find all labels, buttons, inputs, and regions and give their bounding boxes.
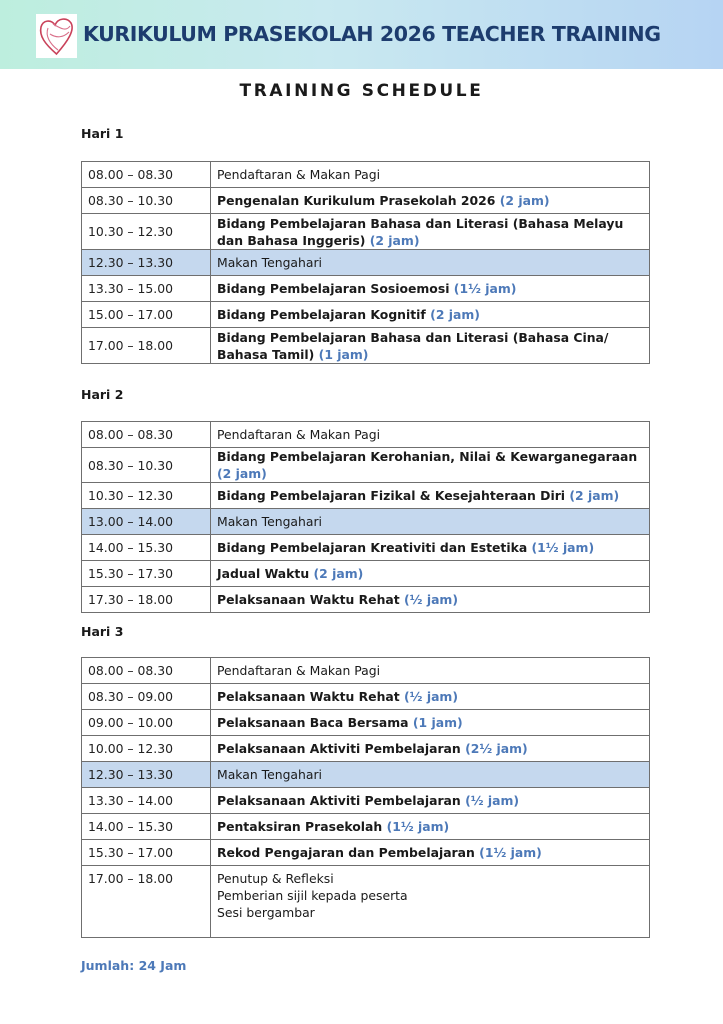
time-cell: 12.30 – 13.30	[82, 250, 211, 276]
schedule-row	[82, 328, 650, 364]
activity-cell	[211, 866, 650, 938]
duration-text: (1½ jam)	[453, 281, 517, 296]
activity-cell	[211, 328, 650, 364]
schedule-row	[82, 561, 650, 587]
schedule-row	[82, 483, 650, 509]
time-cell: 08.30 – 10.30	[82, 448, 211, 483]
duration-text: (1½ jam)	[386, 819, 450, 834]
schedule-row	[82, 840, 650, 866]
time-cell: 10.30 – 12.30	[82, 483, 211, 509]
schedule-row	[82, 762, 650, 788]
duration-text: (2 jam)	[430, 307, 480, 322]
schedule-row	[82, 422, 650, 448]
schedule-table-day-3	[81, 657, 650, 938]
duration-text: (2 jam)	[217, 466, 267, 481]
activity-cell	[211, 561, 650, 587]
activity-text: Pendaftaran & Makan Pagi	[217, 427, 381, 442]
activity-text: Pelaksanaan Aktiviti Pembelajaran	[217, 741, 461, 756]
activity-cell	[211, 214, 650, 250]
activity-text: Bidang Pembelajaran Kreativiti dan Estetika	[217, 540, 528, 555]
activity-text: Pelaksanaan Waktu Rehat	[217, 592, 400, 607]
duration-text: (½ jam)	[404, 689, 459, 704]
time-cell: 08.30 – 09.00	[82, 684, 211, 710]
time-cell: 14.00 – 15.30	[82, 535, 211, 561]
activity-text: Penutup & Refleksi	[217, 871, 334, 886]
schedule-row	[82, 188, 650, 214]
activity-extra-line: Sesi bergambar	[217, 905, 315, 920]
total-value: 24 Jam	[138, 958, 187, 973]
schedule-row	[82, 658, 650, 684]
activity-text: Pendaftaran & Makan Pagi	[217, 167, 381, 182]
activity-text: Pelaksanaan Baca Bersama	[217, 715, 409, 730]
activity-text: Bidang Pembelajaran Bahasa dan Literasi (Bahasa Cina/ Bahasa Tamil)	[217, 329, 609, 362]
activity-cell	[211, 483, 650, 509]
heart-logo-icon	[36, 14, 77, 58]
activity-cell	[211, 684, 650, 710]
schedule-row	[82, 788, 650, 814]
activity-cell	[211, 762, 650, 788]
schedule-row	[82, 587, 650, 613]
activity-cell	[211, 788, 650, 814]
total-hours	[81, 958, 186, 973]
time-cell: 14.00 – 15.30	[82, 814, 211, 840]
schedule-row	[82, 535, 650, 561]
time-cell: 17.00 – 18.00	[82, 866, 211, 938]
activity-cell	[211, 658, 650, 684]
activity-text: Pentaksiran Prasekolah	[217, 819, 383, 834]
activity-cell	[211, 302, 650, 328]
time-cell: 08.00 – 08.30	[82, 422, 211, 448]
page-title: TRAINING SCHEDULE	[239, 81, 484, 101]
duration-text: (1 jam)	[412, 715, 463, 730]
activity-text: Bidang Pembelajaran Bahasa dan Literasi (Bahasa Melayu dan Bahasa Inggeris)	[217, 215, 624, 248]
duration-text: (½ jam)	[465, 793, 520, 808]
schedule-row	[82, 302, 650, 328]
schedule-row	[82, 250, 650, 276]
schedule-row	[82, 684, 650, 710]
activity-text: Makan Tengahari	[217, 514, 323, 529]
duration-text: (1 jam)	[318, 346, 369, 362]
time-cell: 15.30 – 17.00	[82, 840, 211, 866]
activity-cell	[211, 509, 650, 535]
activity-text: Bidang Pembelajaran Kognitif	[217, 307, 426, 322]
activity-text: Makan Tengahari	[217, 255, 323, 270]
activity-extra-line: Pemberian sijil kepada peserta	[217, 888, 408, 903]
schedule-row	[82, 866, 650, 938]
time-cell: 13.30 – 14.00	[82, 788, 211, 814]
duration-text: (1½ jam)	[479, 845, 542, 860]
day-label-3: Hari 3	[81, 624, 124, 639]
time-cell: 15.30 – 17.30	[82, 561, 211, 587]
activity-text: Bidang Pembelajaran Kerohanian, Nilai & Kewarganegaraan	[217, 449, 638, 464]
time-cell: 08.30 – 10.30	[82, 188, 211, 214]
activity-text: Makan Tengahari	[217, 767, 323, 782]
time-cell: 13.00 – 14.00	[82, 509, 211, 535]
schedule-row	[82, 509, 650, 535]
time-cell: 17.00 – 18.00	[82, 328, 211, 364]
time-cell: 08.00 – 08.30	[82, 162, 211, 188]
day-label-1: Hari 1	[81, 126, 124, 141]
activity-text: Pelaksanaan Aktiviti Pembelajaran	[217, 793, 461, 808]
duration-text: (½ jam)	[404, 592, 459, 607]
activity-cell	[211, 188, 650, 214]
activity-text: Jadual Waktu	[217, 566, 310, 581]
activity-cell	[211, 535, 650, 561]
activity-cell	[211, 162, 650, 188]
activity-cell	[211, 710, 650, 736]
schedule-row	[82, 214, 650, 250]
duration-text: (2 jam)	[313, 566, 364, 581]
day-label-2: Hari 2	[81, 387, 124, 402]
activity-text: Bidang Pembelajaran Sosioemosi	[217, 281, 450, 296]
activity-cell	[211, 814, 650, 840]
time-cell: 10.00 – 12.30	[82, 736, 211, 762]
time-cell: 10.30 – 12.30	[82, 214, 211, 250]
schedule-row	[82, 448, 650, 483]
activity-cell	[211, 276, 650, 302]
activity-cell	[211, 587, 650, 613]
activity-cell	[211, 448, 650, 483]
duration-text: (2½ jam)	[465, 741, 528, 756]
time-cell: 17.30 – 18.00	[82, 587, 211, 613]
activity-text: Pendaftaran & Makan Pagi	[217, 663, 381, 678]
duration-text: (1½ jam)	[531, 540, 595, 555]
activity-text: Pengenalan Kurikulum Prasekolah 2026	[217, 193, 496, 208]
activity-text: Rekod Pengajaran dan Pembelajaran	[217, 845, 475, 860]
schedule-row	[82, 736, 650, 762]
schedule-table-day-1	[81, 161, 650, 364]
activity-text: Pelaksanaan Waktu Rehat	[217, 689, 400, 704]
activity-cell	[211, 250, 650, 276]
activity-cell	[211, 840, 650, 866]
schedule-row	[82, 276, 650, 302]
header-banner	[0, 0, 723, 69]
schedule-row	[82, 710, 650, 736]
duration-text: (2 jam)	[569, 488, 620, 503]
time-cell: 15.00 – 17.00	[82, 302, 211, 328]
time-cell: 09.00 – 10.00	[82, 710, 211, 736]
schedule-row	[82, 814, 650, 840]
total-label: Jumlah:	[81, 958, 135, 973]
activity-cell	[211, 736, 650, 762]
schedule-table-day-2	[81, 421, 650, 613]
time-cell: 13.30 – 15.00	[82, 276, 211, 302]
duration-text: (2 jam)	[499, 193, 550, 208]
activity-cell	[211, 422, 650, 448]
activity-text: Bidang Pembelajaran Fizikal & Kesejahteraan Diri	[217, 488, 566, 503]
schedule-row	[82, 162, 650, 188]
time-cell: 12.30 – 13.30	[82, 762, 211, 788]
duration-text: (2 jam)	[369, 232, 420, 248]
time-cell: 08.00 – 08.30	[82, 658, 211, 684]
banner-title: KURIKULUM PRASEKOLAH 2026 TEACHER TRAINING	[83, 22, 661, 46]
